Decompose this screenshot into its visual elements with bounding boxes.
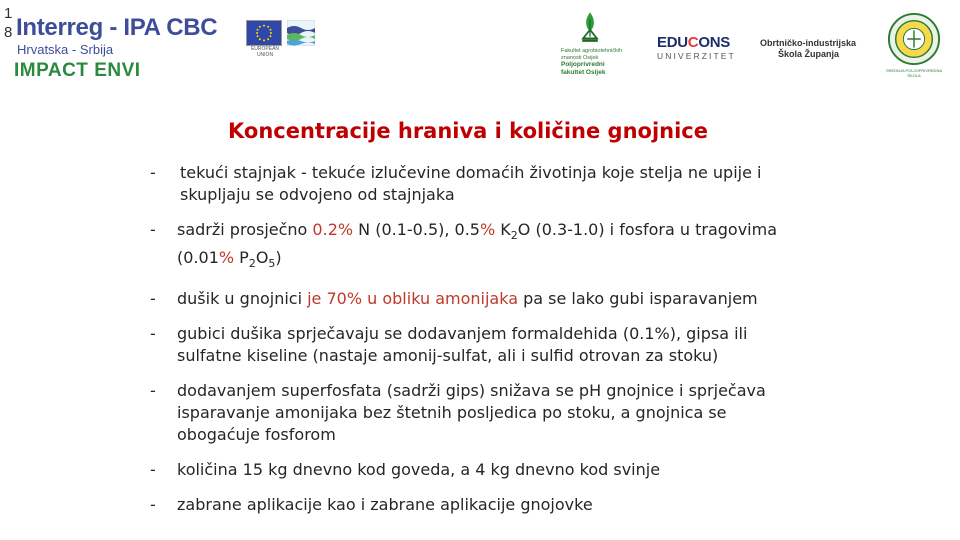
slide-number: 1 8 <box>4 5 13 41</box>
school-name: Obrtničko-industrijska Škola Županja <box>760 38 857 59</box>
educons-name: EDUCONS <box>657 34 730 51</box>
list-item: - tekući stajnjak - tekuće izlučevine domaćih životinja koje stelja ne upije i skupljaju se odvojeno od stajnjaka <box>150 163 762 204</box>
list-item: - dodavanjem superfosfata (sadrži gips) snižava se pH gnojnice i sprječava isparavanje amonijaka bez štetnih posljedica po stoku, a gnojnica se obogaćuje fosforom <box>150 381 766 445</box>
bullet-list <box>150 162 790 529</box>
seal-icon <box>887 12 941 66</box>
wave-flag-icon <box>287 20 315 46</box>
educons-logo <box>657 35 736 61</box>
interreg-name: Interreg - IPA CBC <box>16 14 218 41</box>
list-item: - sadrži prosječno 0.2% N (0.1-0.5), 0.5% $K_2O$ (0.3-1.0) i fosfora u tragovima (0.01% $P_2O_5$) <box>150 220 777 271</box>
eu-flag-icon <box>246 20 282 46</box>
eu-caption: EUROPEAN UNION <box>250 46 280 58</box>
list-item: - zabrane aplikacije kao i zabrane aplikacije gnojovke <box>150 495 593 515</box>
faculty-logo <box>555 10 625 76</box>
interreg-logo <box>16 14 217 58</box>
educons-subtitle: UNIVERZITET <box>657 51 736 61</box>
faculty-name: Poljoprivredni fakultet Osijek <box>561 61 606 76</box>
slide-title: Koncentracije hraniva i količine gnojnice <box>227 119 709 143</box>
project-name: IMPACT ENVI <box>14 60 141 81</box>
faculty-small-text: Fakultet agrobiotehničkih znanosti Osijek <box>561 48 623 61</box>
seal-text: SREDNJA POLJOPRIVREDNA ŠKOLA <box>885 68 942 78</box>
list-item: - dušik u gnojnici je 70% u obliku amonijaka pa se lako gubi isparavanjem <box>150 289 758 309</box>
school-seal <box>884 12 944 78</box>
list-item: - gubici dušika sprječavaju se dodavanjem formaldehida (0.1%), gipsa ili sulfatne kiseline (nastaje amonij-sulfat, ali i sulfid otrovan za stoku) <box>150 324 748 366</box>
faculty-emblem-icon <box>577 10 603 46</box>
list-item: - količina 15 kg dnevno kod goveda, a 4 kg dnevno kod svinje <box>150 460 661 480</box>
interreg-subtitle: Hrvatska - Srbija <box>17 42 114 57</box>
